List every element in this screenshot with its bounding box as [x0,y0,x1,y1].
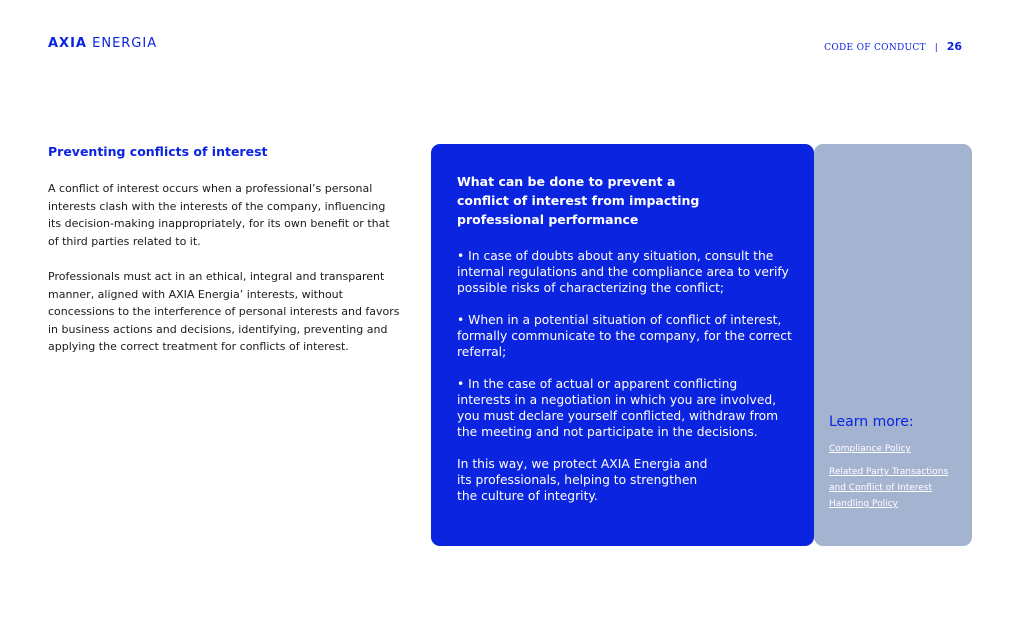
page-header [824,40,962,53]
prevention-bullet-3: • In the case of actual or apparent conflicting interests in a negotiation in which you are involved, you must declare yourself conflicted, withdraw from the meeting and not participate in the decisions. [457,377,779,439]
prevention-closing: In this way, we protect AXIA Energia and its professionals, helping to strengthen the culture of integrity. [457,457,708,503]
prevention-bullet-1: • In case of doubts about any situation, consult the internal regulations and the compliance area to verify possible risks of characterizing the conflict; [457,249,789,295]
intro-paragraph: A conflict of interest occurs when a professional’s personal interests clash with the interests of the company, influencing its decision-making inappropriately, for its own benefit or that of third parties related to it. [48,182,390,248]
header-separator: | [934,43,938,53]
logo-bold: AXIA [48,36,87,51]
related-party-policy-link[interactable]: Related Party Transactions and Conflict of Interest Handling Policy [829,467,949,509]
compliance-policy-link[interactable]: Compliance Policy [829,444,911,454]
prevention-bullet-2: • When in a potential situation of conflict of interest, formally communicate to the company, for the correct referral; [457,313,792,359]
document-title: CODE OF CONDUCT [824,43,926,53]
learn-more-panel [814,144,972,546]
page-number: 26 [946,40,962,53]
prevention-card-title: What can be done to prevent a conflict of interest from impacting professional performance [457,174,700,227]
learn-more-title: Learn more: [829,414,914,430]
section-title: Preventing conflicts of interest [48,144,268,159]
logo-rest: ENERGIA [92,36,158,51]
prevention-card [431,144,814,546]
ethics-paragraph: Professionals must act in an ethical, integral and transparent manner, aligned with AXIA Energia’ interests, without concessions to the interference of personal interests and favors in business actions and decisions, identifying, preventing and applying the correct treatment for conflicts of interest. [48,270,400,353]
axia-energia-logo [48,36,157,51]
